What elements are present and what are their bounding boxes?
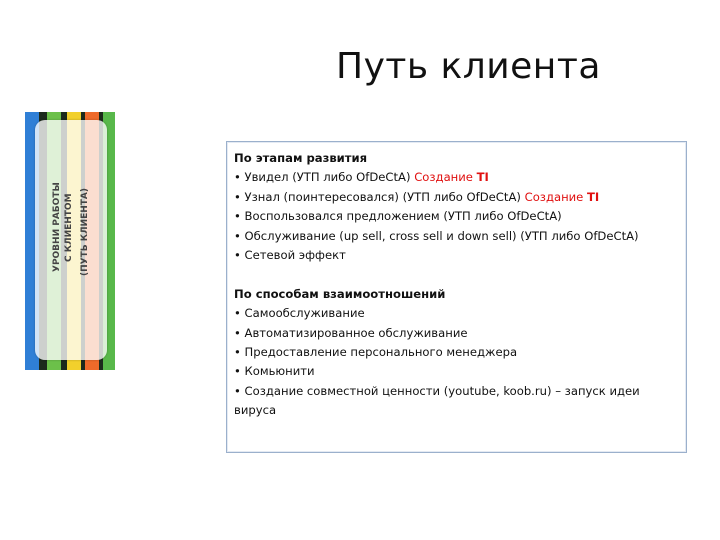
slide-title: Путь клиента (336, 46, 601, 87)
section-heading-relations: По способам взаимоотношений (234, 286, 446, 301)
list-item: • Обслуживание (up sell, cross sell и down sell) (УТП либо OfDeCtA) (234, 228, 639, 243)
list-item-text: • Узнал (поинтересовался) (УТП либо OfDeCtA) (234, 189, 521, 204)
section-heading-stages: По этапам развития (234, 151, 368, 165)
list-item: • Сетевой эффект (234, 248, 346, 263)
list-item (234, 188, 680, 207)
spacer (234, 265, 680, 284)
list-item: • Автоматизированное обслуживание (234, 325, 468, 340)
list-item: • Комьюнити (234, 364, 315, 379)
label-line-2: С КЛИЕНТОМ (64, 193, 74, 262)
list-item: • Воспользовался предложением (УТП либо OfDeCtA) (234, 209, 562, 224)
label-line-1: УРОВНИ РАБОТЫ (52, 182, 62, 272)
content-panel (226, 141, 687, 453)
label-line-3: (ПУТЬ КЛИЕНТА) (80, 188, 90, 276)
list-item: • Создание совместной ценности (youtube, koob.ru) – запуск идеи вируса (234, 383, 640, 418)
list-item-highlight-bold: TI (476, 170, 489, 185)
list-item-text: • Увидел (УТП либо OfDeCtA) (234, 170, 411, 185)
list-item-highlight: Создание (414, 170, 473, 185)
list-item: • Самообслуживание (234, 306, 365, 321)
list-item (234, 168, 680, 187)
list-item-highlight-bold: TI (587, 189, 600, 204)
list-item-highlight: Создание (524, 189, 584, 204)
list-item: • Предоставление персонального менеджера (234, 345, 518, 360)
